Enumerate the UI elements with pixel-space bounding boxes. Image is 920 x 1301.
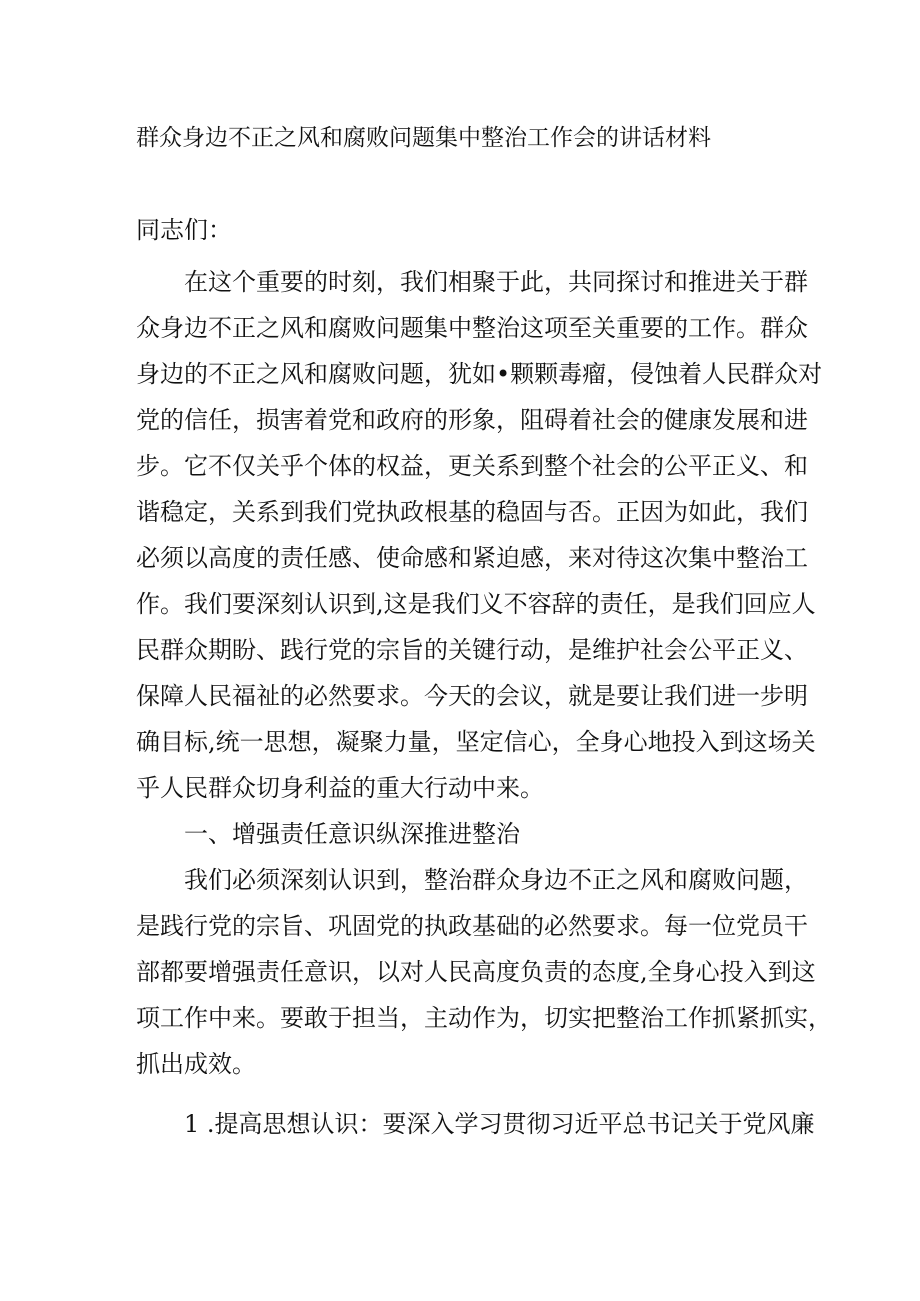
- body-line-4: 党的信任，损害着党和政府的形象，阻碍着社会的健康发展和进: [136, 406, 808, 434]
- body-line-12: 乎人民群众切身利益的重大行动中来。: [136, 774, 544, 802]
- greeting: 同志们：: [136, 216, 232, 244]
- document-title: 群众身边不正之风和腐败问题集中整治工作会的讲话材料: [136, 125, 711, 151]
- body-line-2: 众身边不正之风和腐败问题集中整治这项至关重要的工作。群众: [136, 314, 808, 342]
- body-line-14: 是践行党的宗旨、巩固党的执政基础的必然要求。每一位党员干: [136, 912, 808, 940]
- section-heading-1: 一、增强责任意识纵深推进整治: [184, 820, 520, 848]
- body-line-10: 保障人民福祉的必然要求。今天的会议，就是要让我们进一步明: [136, 682, 808, 710]
- body-line-15: 部都要增强责任意识，以对人民高度负责的态度,全身心投入到这: [136, 958, 816, 986]
- body-line-3: 身边的不正之风和腐败问题，犹如•颗颗毒瘤，侵蚀着人民群众对: [136, 360, 823, 388]
- subsection-line-1: 1 .提高思想认识：要深入学习贯彻习近平总书记关于党风廉: [184, 1110, 815, 1138]
- body-line-11: 确目标,统一思想，凝聚力量，坚定信心，全身心地投入到这场关: [136, 728, 816, 756]
- body-line-1: 在这个重要的时刻，我们相聚于此，共同探讨和推进关于群: [184, 268, 808, 296]
- body-line-17: 抓出成效。: [136, 1050, 256, 1078]
- body-line-6: 谐稳定，关系到我们党执政根基的稳固与否。正因为如此，我们: [136, 498, 808, 526]
- body-line-5: 步。它不仅关乎个体的权益，更关系到整个社会的公平正义、和: [136, 452, 808, 480]
- body-line-9: 民群众期盼、践行党的宗旨的关键行动，是维护社会公平正义、: [136, 636, 808, 664]
- body-line-8: 作。我们要深刻认识到,这是我们义不容辞的责任，是我们回应人: [136, 590, 816, 618]
- body-line-7: 必须以高度的责任感、使命感和紧迫感，来对待这次集中整治工: [136, 544, 808, 572]
- body-line-16: 项工作中来。要敢于担当，主动作为，切实把整治工作抓紧抓实，: [136, 1004, 832, 1032]
- body-line-13: 我们必须深刻认识到，整治群众身边不正之风和腐败问题，: [184, 866, 808, 894]
